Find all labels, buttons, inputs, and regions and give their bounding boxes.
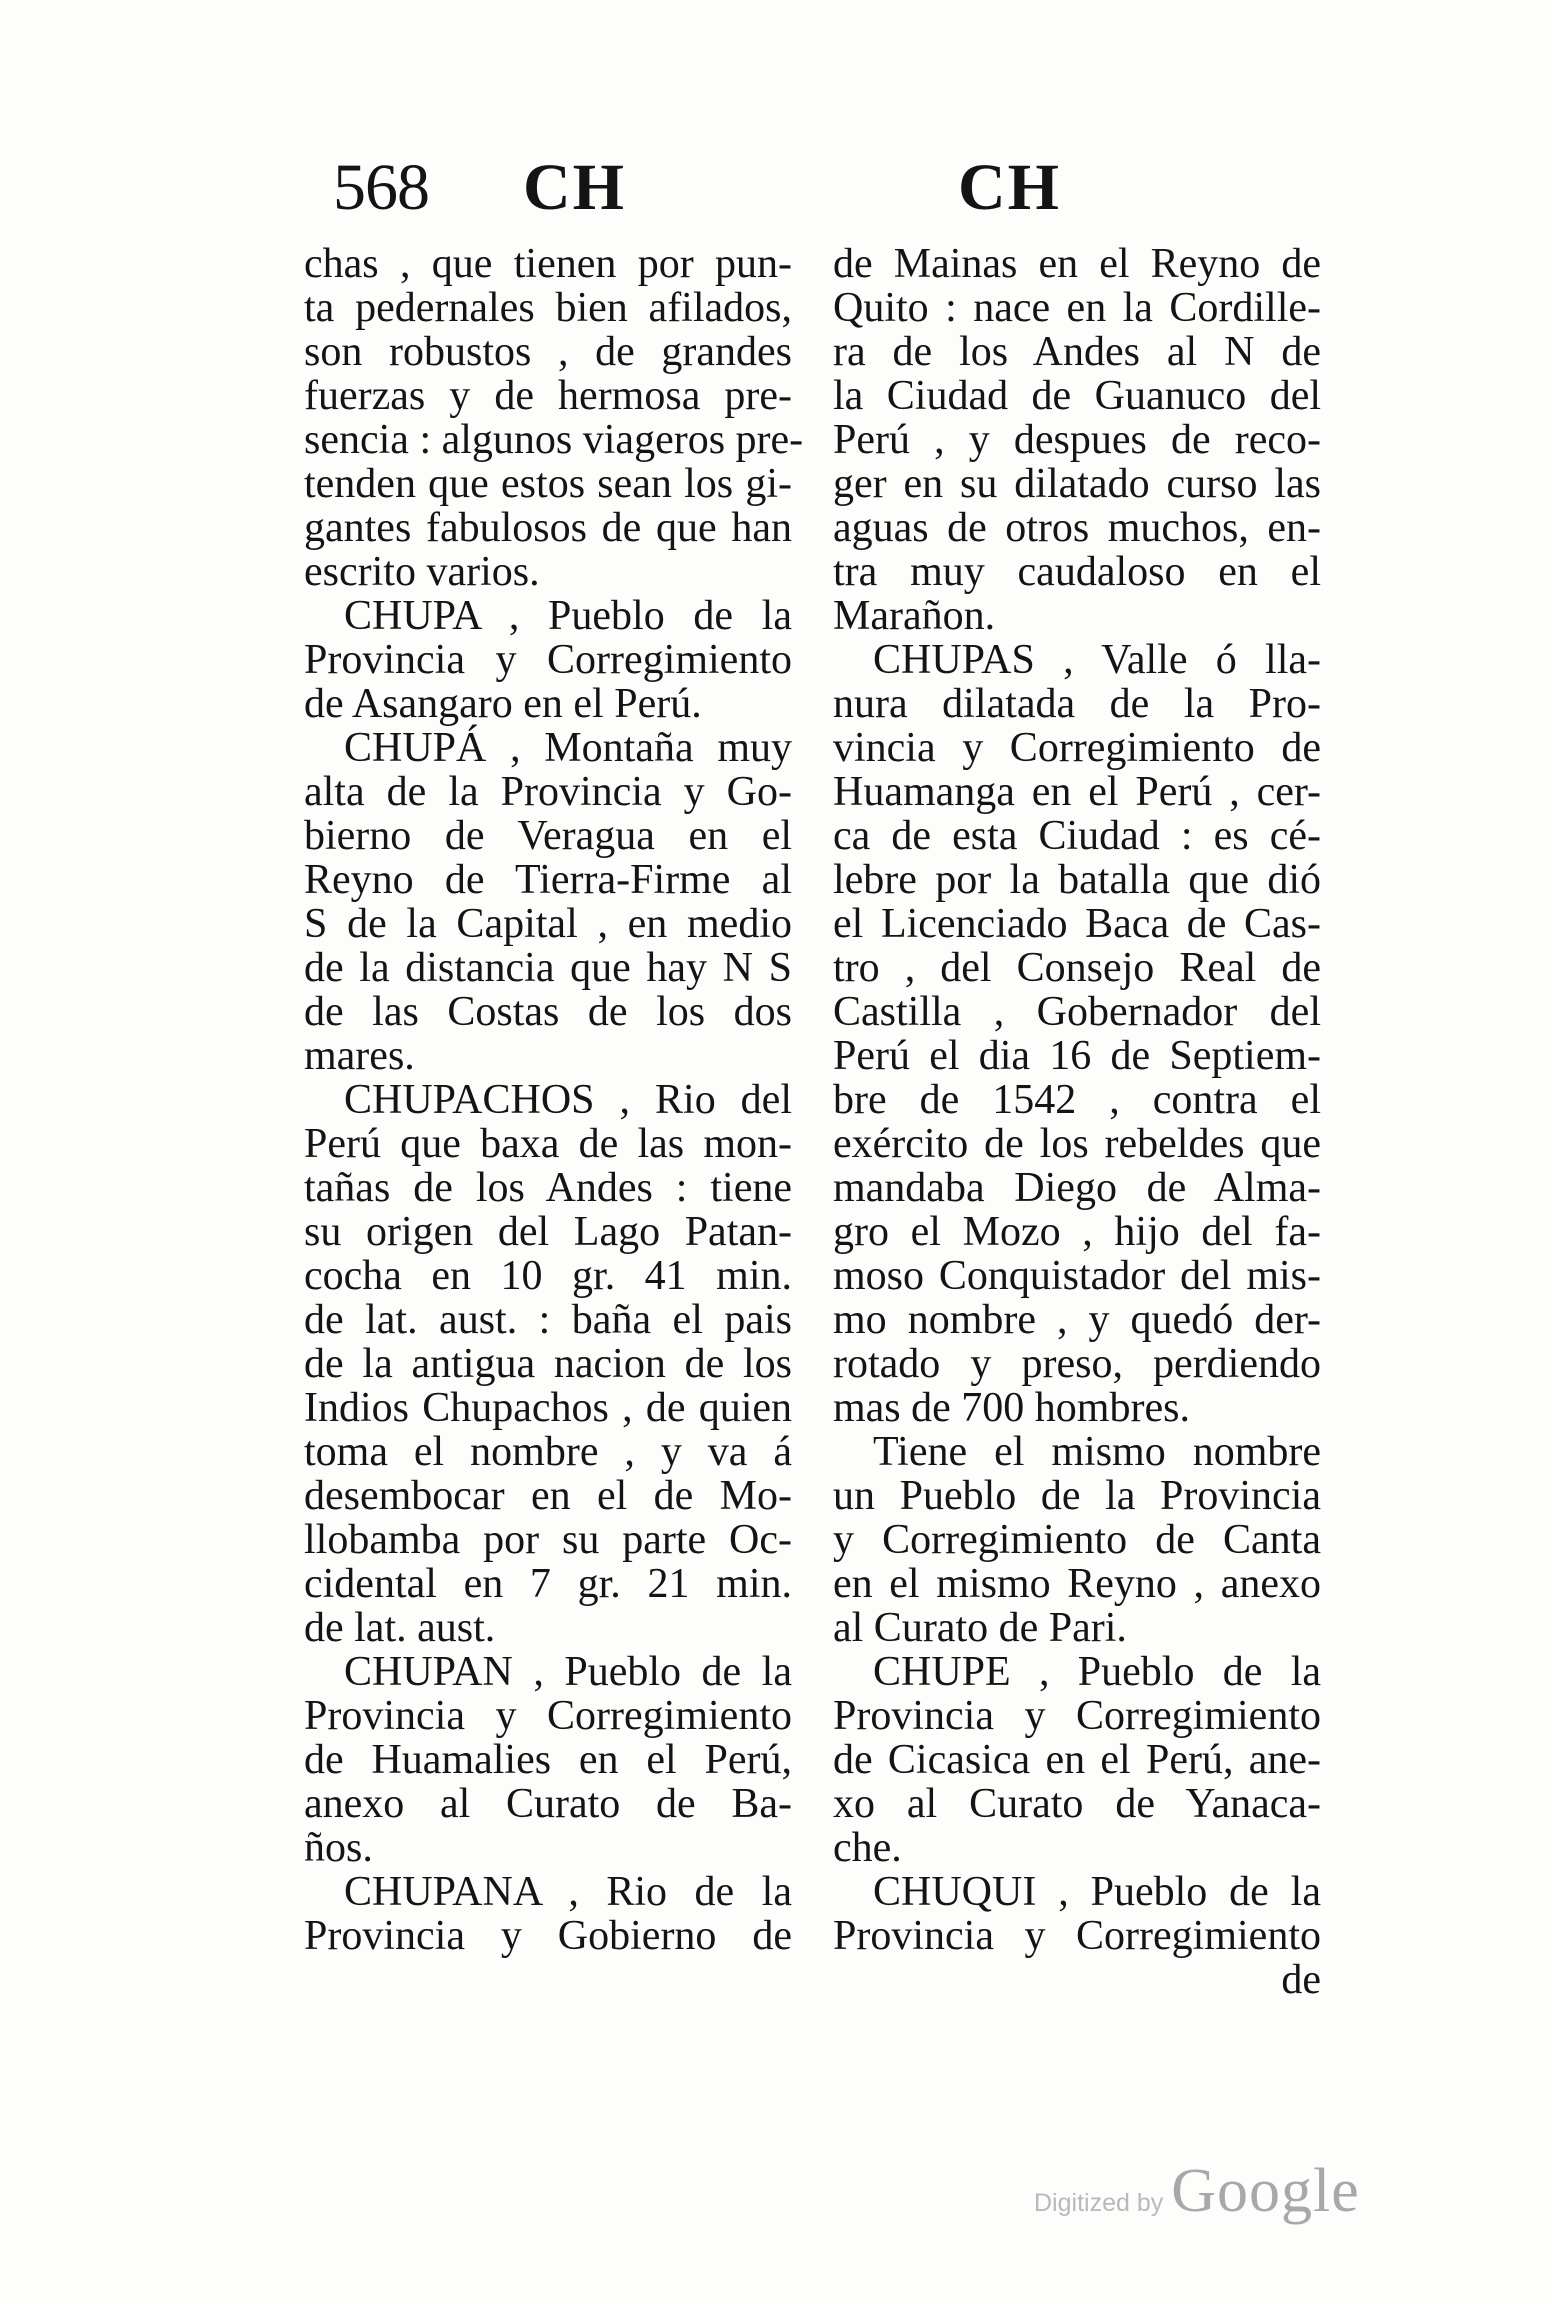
- text-line: CHUPACHOS , Rio del: [344, 1077, 792, 1123]
- text-line: Provincia y Corregimiento: [833, 1693, 1321, 1739]
- google-logo: Google: [1171, 2157, 1360, 2225]
- text-line: nura dilatada de la Pro-: [833, 681, 1321, 727]
- right-text-column: [833, 242, 1321, 2002]
- text-line: xo al Curato de Yanaca-: [833, 1781, 1321, 1827]
- text-line: gro el Mozo , hijo del fa-: [833, 1209, 1321, 1255]
- text-line: de lat. aust. : baña el pais: [304, 1297, 792, 1343]
- text-line: exército de los rebeldes que: [833, 1121, 1321, 1167]
- text-line: Perú , y despues de reco-: [833, 417, 1321, 463]
- text-line: de Mainas en el Reyno de: [833, 241, 1321, 287]
- text-line: al Curato de Pari.: [833, 1605, 1127, 1651]
- text-line: chas , que tienen por pun-: [304, 241, 792, 287]
- text-line: la Ciudad de Guanuco del: [833, 373, 1321, 419]
- text-line: Perú el dia 16 de Septiem-: [833, 1033, 1321, 1079]
- text-line: llobamba por su parte Oc-: [304, 1517, 792, 1563]
- text-line: bre de 1542 , contra el: [833, 1077, 1321, 1123]
- text-line: Provincia y Corregimiento: [304, 637, 792, 683]
- running-header: [0, 150, 1551, 240]
- text-line: mares.: [304, 1033, 415, 1079]
- text-line: Perú que baxa de las mon-: [304, 1121, 792, 1167]
- text-line: Tiene el mismo nombre: [873, 1429, 1321, 1475]
- text-line: de la antigua nacion de los: [304, 1341, 792, 1387]
- text-line: Provincia y Gobierno de: [304, 1913, 792, 1959]
- text-line: Marañon.: [833, 593, 996, 639]
- left-running-head: CH: [523, 151, 626, 224]
- text-line: anexo al Curato de Ba-: [304, 1781, 792, 1827]
- text-line: toma el nombre , y va á: [304, 1429, 792, 1475]
- left-text-column: [304, 241, 804, 1959]
- text-line: Provincia y Corregimiento: [833, 1913, 1321, 1959]
- text-line: cocha en 10 gr. 41 min.: [304, 1253, 792, 1299]
- text-line: vincia y Corregimiento de: [833, 725, 1321, 771]
- text-line: de la distancia que hay N S: [304, 945, 792, 991]
- text-line: son robustos , de grandes: [304, 329, 792, 375]
- text-line: bierno de Veragua en el: [304, 813, 792, 859]
- text-line: Indios Chupachos , de quien: [304, 1385, 792, 1431]
- text-line: de las Costas de los dos: [304, 989, 792, 1035]
- text-line: de lat. aust.: [304, 1605, 496, 1651]
- text-line: de Huamalies en el Perú,: [304, 1737, 792, 1783]
- text-line: CHUPAN , Pueblo de la: [344, 1649, 792, 1695]
- text-line: ca de esta Ciudad : es cé-: [833, 813, 1321, 859]
- text-line: alta de la Provincia y Go-: [304, 769, 792, 815]
- text-line: Castilla , Gobernador del: [833, 989, 1321, 1035]
- text-line: S de la Capital , en medio: [304, 901, 792, 947]
- text-line: ta pedernales bien afilados,: [304, 285, 792, 331]
- text-line: un Pueblo de la Provincia: [833, 1473, 1321, 1519]
- text-line: gantes fabulosos de que han: [304, 505, 792, 551]
- text-line: aguas de otros muchos, en-: [833, 505, 1321, 551]
- text-line: escrito varios.: [304, 549, 540, 595]
- text-line: fuerzas y de hermosa pre-: [304, 373, 792, 419]
- text-line: Quito : nace en la Cordille-: [833, 285, 1321, 331]
- watermark-prefix: Digitized by: [1034, 2189, 1164, 2217]
- text-line: ños.: [304, 1825, 373, 1871]
- text-line: Huamanga en el Perú , cer-: [833, 769, 1321, 815]
- text-line: de Cicasica en el Perú, ane-: [833, 1737, 1321, 1783]
- text-line: tenden que estos sean los gi-: [304, 461, 792, 507]
- text-line: CHUPAS , Valle ó lla-: [873, 637, 1321, 683]
- text-line: ger en su dilatado curso las: [833, 461, 1321, 507]
- text-line: mas de 700 hombres.: [833, 1385, 1190, 1431]
- text-line: de Asangaro en el Perú.: [304, 681, 702, 727]
- text-line: en el mismo Reyno , anexo: [833, 1561, 1321, 1607]
- text-line: tra muy caudaloso en el: [833, 549, 1321, 595]
- digitization-watermark: [1034, 2156, 1360, 2227]
- text-line: su origen del Lago Patan-: [304, 1209, 792, 1255]
- text-line: CHUQUI , Pueblo de la: [873, 1869, 1321, 1915]
- text-line: sencia : algunos viageros pre-: [304, 417, 804, 463]
- text-line: CHUPANA , Rio de la: [344, 1869, 792, 1915]
- text-line: tro , del Consejo Real de: [833, 945, 1321, 991]
- text-line: rotado y preso, perdiendo: [833, 1341, 1321, 1387]
- text-line: moso Conquistador del mis-: [833, 1253, 1321, 1299]
- text-line: y Corregimiento de Canta: [833, 1517, 1321, 1563]
- text-line: el Licenciado Baca de Cas-: [833, 901, 1321, 947]
- right-running-head: CH: [958, 151, 1061, 224]
- text-line: tañas de los Andes : tiene: [304, 1165, 792, 1211]
- page-number: 568: [333, 151, 429, 224]
- text-line: mo nombre , y quedó der-: [833, 1297, 1321, 1343]
- text-line: lebre por la batalla que dió: [833, 857, 1321, 903]
- text-line: de: [1281, 1957, 1321, 2003]
- text-line: mandaba Diego de Alma-: [833, 1165, 1321, 1211]
- text-line: CHUPA , Pueblo de la: [344, 593, 792, 639]
- text-line: Reyno de Tierra-Firme al: [304, 857, 792, 903]
- text-line: CHUPÁ , Montaña muy: [344, 725, 792, 771]
- text-line: CHUPE , Pueblo de la: [873, 1649, 1321, 1695]
- text-line: Provincia y Corregimiento: [304, 1693, 792, 1739]
- text-line: cidental en 7 gr. 21 min.: [304, 1561, 792, 1607]
- text-line: che.: [833, 1825, 902, 1871]
- text-line: desembocar en el de Mo-: [304, 1473, 792, 1519]
- text-line: ra de los Andes al N de: [833, 329, 1321, 375]
